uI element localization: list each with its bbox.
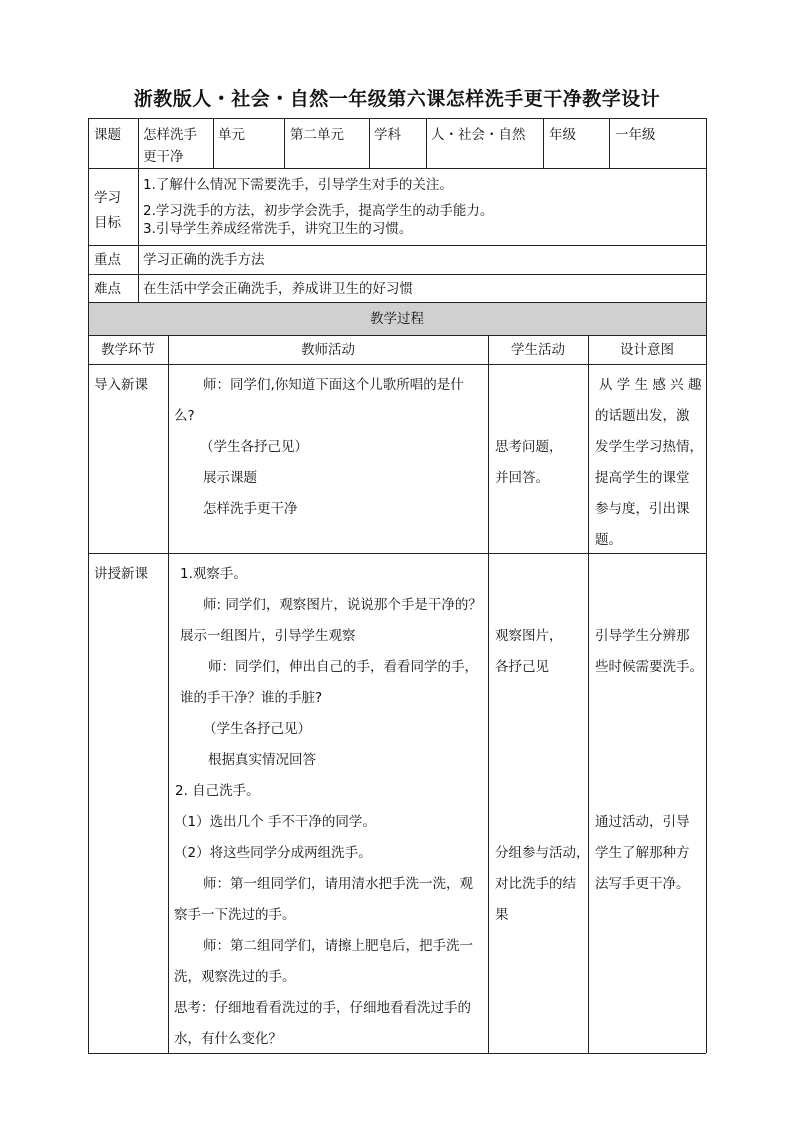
new-teacher-line: （2）将这些同学分成两组洗手。	[174, 845, 372, 861]
new-teacher-line: 水，有什么变化？	[174, 1031, 282, 1047]
table-line	[88, 274, 706, 275]
difficulty-value: 在生活中学会正确洗手，养成讲卫生的好习惯	[143, 281, 413, 297]
new-intent-line: 法写手更干净。	[595, 876, 690, 892]
column-header-stage: 教学环节	[101, 342, 155, 358]
key-point-value: 学习正确的洗手方法	[143, 252, 265, 268]
table-line	[88, 1053, 706, 1054]
intro-intent-line: 提高学生的课堂	[595, 470, 690, 486]
new-teacher-line: 师: 同学们，观察图片，说说那个手是干净的？	[203, 597, 482, 613]
table-line	[588, 335, 589, 1053]
table-line	[168, 335, 169, 1053]
new-intent-line: 些时候需要洗手。	[595, 659, 703, 675]
table-line	[88, 335, 706, 336]
goals-label-line-1: 学习	[94, 190, 121, 206]
new-student-line: 果	[495, 907, 509, 923]
new-teacher-line: 师：同学们，伸出自己的手，看看同学的手，	[208, 659, 478, 675]
new-student-line: 分组参与活动，	[495, 845, 590, 861]
intro-teacher-line: 怎样洗手更干净	[203, 501, 298, 517]
intro-teacher-line: 展示课题	[203, 470, 257, 486]
unit-value: 第二单元	[290, 127, 344, 143]
subject-label: 学科	[374, 127, 401, 143]
new-teacher-line: 根据真实情况回答	[208, 752, 316, 768]
lesson-name-line-1: 怎样洗手	[143, 127, 197, 143]
stage-intro: 导入新课	[94, 377, 148, 393]
new-teacher-line: 思考：仔细地看看洗过的手，仔细地看看洗过手的	[174, 1000, 471, 1016]
new-intent-line: 学生了解那种方	[595, 845, 690, 861]
intro-teacher-line: 师：同学们,你知道下面这个儿歌所唱的是什	[203, 377, 464, 393]
intro-intent-line: 题。	[595, 532, 622, 548]
grade-label: 年级	[549, 127, 576, 143]
table-line	[706, 118, 707, 1053]
grade-value: 一年级	[615, 127, 656, 143]
goals-label-line-2: 目标	[94, 215, 121, 231]
new-intent-line: 引导学生分辨那	[595, 628, 690, 644]
goal-item: 1.了解什么情况下需要洗手，引导学生对手的关注。	[143, 177, 453, 193]
table-line	[88, 168, 706, 169]
new-teacher-line: 察手一下洗过的手。	[174, 907, 296, 923]
new-teacher-line: （1）选出几个 手不干净的同学。	[174, 814, 376, 830]
key-point-label: 重点	[94, 252, 121, 268]
new-student-line: 各抒己见	[495, 659, 549, 675]
lesson-name-line-2: 更干净	[143, 149, 184, 165]
table-line	[369, 118, 370, 168]
column-header-teacher: 教师活动	[301, 342, 355, 358]
lesson-label: 课题	[94, 127, 121, 143]
table-line	[88, 302, 706, 303]
new-intent-line: 通过活动，引导	[595, 814, 690, 830]
new-student-line: 观察图片，	[495, 628, 563, 644]
new-student-line: 对比洗手的结	[495, 876, 576, 892]
new-teacher-line: 2. 自己洗手。	[175, 783, 260, 799]
intro-intent-line: 的话题出发，激	[595, 408, 690, 424]
table-line	[426, 118, 427, 168]
stage-new-lesson: 讲授新课	[94, 566, 148, 582]
table-line	[88, 364, 706, 365]
intro-student-line: 思考问题，	[495, 439, 563, 455]
table-line	[609, 118, 610, 168]
subject-value: 人・社会・自然	[431, 127, 526, 143]
column-header-student: 学生活动	[511, 342, 565, 358]
new-teacher-line: 1.观察手。	[180, 566, 247, 582]
intro-intent-line: 参与度，引出课	[595, 501, 690, 517]
table-line	[213, 118, 214, 168]
new-teacher-line: 师：第一组同学们，请用清水把手洗一洗，观	[203, 876, 473, 892]
process-header: 教学过程	[370, 311, 424, 327]
new-teacher-line: 展示一组图片，引导学生观察	[180, 628, 356, 644]
document-title: 浙教版人・社会・自然一年级第六课怎样洗手更干净教学设计	[133, 88, 661, 110]
table-line	[488, 335, 489, 1053]
new-teacher-line: 谁的手干净？谁的手脏?	[180, 690, 323, 706]
goal-item: 2.学习洗手的方法，初步学会洗手，提高学生的动手能力。	[143, 203, 494, 219]
new-teacher-line: 洗，观察洗过的手。	[174, 969, 296, 985]
new-teacher-line: （学生各抒己见）	[203, 721, 311, 737]
table-line	[88, 118, 89, 1053]
goal-item: 3.引导学生养成经常洗手，讲究卫生的习惯。	[143, 221, 413, 237]
table-line	[88, 553, 706, 554]
column-header-intent: 设计意图	[620, 342, 674, 358]
table-line	[543, 118, 544, 168]
table-line	[88, 245, 706, 246]
intro-teacher-line: （学生各抒己见）	[200, 439, 308, 455]
new-teacher-line: 师：第二组同学们，请擦上肥皂后，把手洗一	[203, 938, 473, 954]
table-line	[284, 118, 285, 168]
unit-label: 单元	[218, 127, 245, 143]
intro-teacher-line: 么?	[174, 408, 195, 424]
intro-intent-line: 发学生学习热情，	[595, 439, 703, 455]
table-line	[88, 118, 706, 119]
difficulty-label: 难点	[94, 281, 121, 297]
intro-student-line: 并回答。	[495, 470, 549, 486]
table-line	[138, 118, 139, 302]
intro-intent-line: 从 学 生 感 兴 趣	[599, 377, 702, 393]
